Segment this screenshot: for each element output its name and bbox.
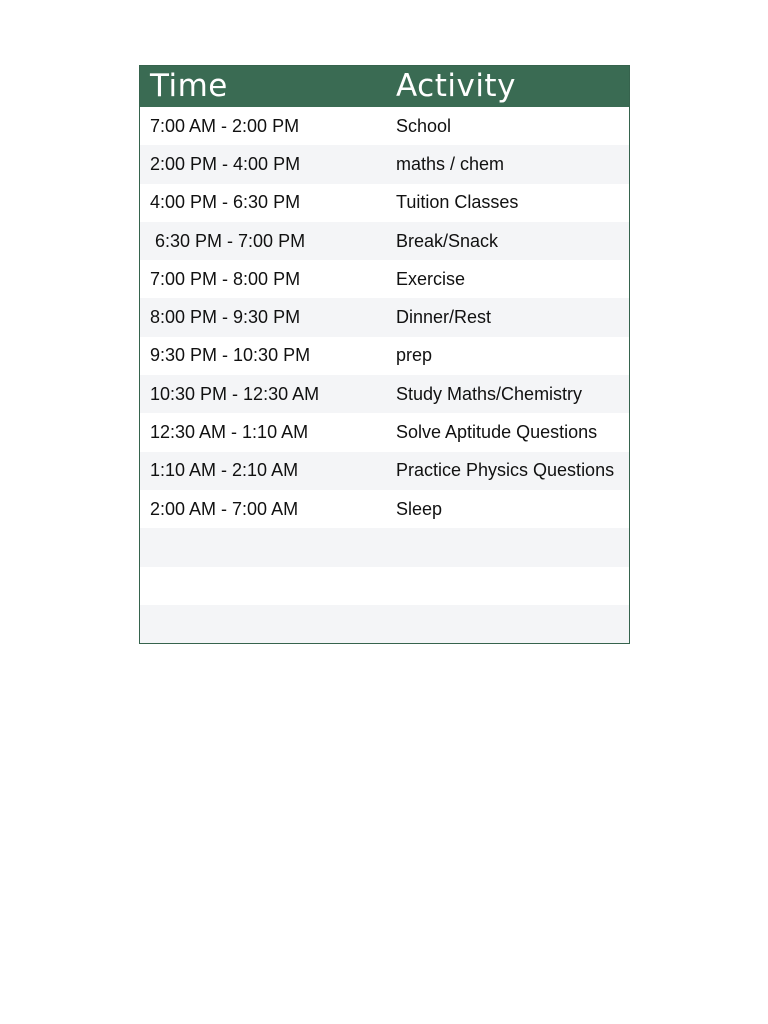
table-row xyxy=(140,337,629,375)
time-cell: 1:10 AM - 2:10 AM xyxy=(150,460,299,481)
table-row xyxy=(140,298,629,336)
table-row xyxy=(140,145,629,183)
schedule-table xyxy=(139,65,630,644)
table-row xyxy=(140,375,629,413)
table-body xyxy=(140,107,629,643)
time-cell: 7:00 AM - 2:00 PM xyxy=(150,115,300,136)
time-cell: 9:30 PM - 10:30 PM xyxy=(150,345,311,366)
table-row xyxy=(140,490,629,528)
table-row xyxy=(140,222,629,260)
activity-cell: Sleep xyxy=(396,498,443,519)
activity-cell: prep xyxy=(396,345,433,366)
header-time: Time xyxy=(150,68,228,104)
header-activity: Activity xyxy=(396,68,516,104)
table-row xyxy=(140,528,629,566)
table-row xyxy=(140,184,629,222)
activity-cell: Dinner/Rest xyxy=(396,307,492,328)
time-cell: 12:30 AM - 1:10 AM xyxy=(150,422,309,443)
time-cell: 4:00 PM - 6:30 PM xyxy=(150,192,301,213)
activity-cell: Exercise xyxy=(396,268,466,289)
table-row xyxy=(140,107,629,145)
table-row xyxy=(140,567,629,605)
time-cell: 8:00 PM - 9:30 PM xyxy=(150,307,301,328)
activity-cell: School xyxy=(396,115,452,136)
time-cell: 2:00 PM - 4:00 PM xyxy=(150,153,301,174)
activity-cell: Study Maths/Chemistry xyxy=(396,383,583,404)
table-header xyxy=(140,66,629,107)
table-row xyxy=(140,260,629,298)
table-row xyxy=(140,452,629,490)
activity-cell: Practice Physics Questions xyxy=(396,460,615,481)
activity-cell: Break/Snack xyxy=(396,230,499,251)
table-row xyxy=(140,605,629,643)
table-row xyxy=(140,413,629,451)
time-cell: 7:00 PM - 8:00 PM xyxy=(150,268,301,289)
activity-cell: Solve Aptitude Questions xyxy=(396,422,598,443)
activity-cell: Tuition Classes xyxy=(396,192,519,213)
activity-cell: maths / chem xyxy=(396,153,505,174)
time-cell: 2:00 AM - 7:00 AM xyxy=(150,498,299,519)
time-cell: 10:30 PM - 12:30 AM xyxy=(150,383,320,404)
time-cell: 6:30 PM - 7:00 PM xyxy=(150,230,306,251)
